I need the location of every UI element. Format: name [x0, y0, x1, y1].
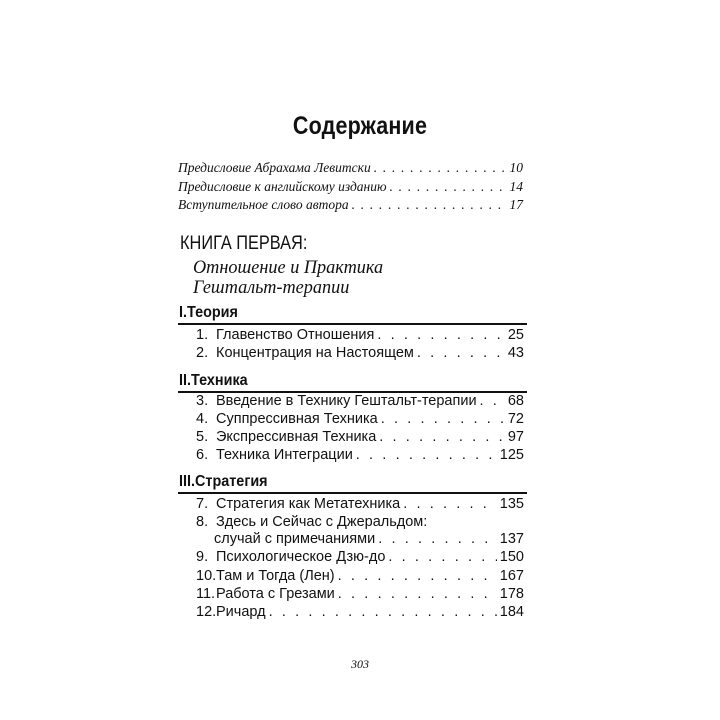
toc-entry-title: Предисловие Абрахама Левитски — [178, 160, 371, 175]
toc-entry-title: Стратегия как Метатехника — [216, 496, 401, 512]
book-subtitle-line-1: Отношение и Практика — [193, 257, 384, 278]
toc-entry-number: 3. — [196, 393, 209, 409]
page-number: 303 — [351, 657, 369, 671]
toc-entry-page: 97 — [507, 429, 524, 445]
toc-entry-title: Экспрессивная Техника — [216, 429, 377, 445]
toc-entry-number: 4. — [196, 411, 209, 427]
toc-entry-page: 178 — [499, 586, 524, 602]
toc-entry-number: 11. — [196, 586, 216, 602]
toc-entry-11 — [196, 586, 524, 602]
section-heading-theory: I.Теория — [179, 304, 238, 321]
section-heading-strategy: III.Стратегия — [179, 473, 268, 490]
toc-entry-title: Концентрация на Настоящем — [216, 345, 414, 361]
toc-entry-2 — [196, 345, 524, 361]
dot-leader — [417, 345, 505, 361]
toc-entry-preface-1 — [178, 160, 523, 176]
toc-entry-page: 150 — [499, 549, 524, 565]
toc-entry-number: 10. — [196, 568, 217, 584]
toc-entry-title: Работа с Грезами — [216, 586, 335, 602]
toc-entry-title: случай с примечаниями — [214, 531, 376, 547]
toc-entry-12 — [196, 604, 524, 620]
toc-entry-title: Ричард — [216, 604, 266, 620]
toc-entry-number: 12. — [196, 604, 217, 620]
toc-entry-page: 135 — [499, 496, 524, 512]
dot-leader — [352, 197, 507, 213]
dot-leader — [374, 160, 507, 176]
toc-entry-page: 17 — [509, 197, 523, 212]
dot-leader — [377, 327, 505, 343]
toc-entry-title: Психологическое Дзю-до — [216, 549, 386, 565]
toc-entry-9 — [196, 549, 524, 565]
book-label: КНИГА ПЕРВАЯ: — [180, 233, 308, 254]
section-rule — [178, 492, 527, 494]
toc-entry-page: 72 — [507, 411, 524, 427]
toc-entry-1 — [196, 327, 524, 343]
toc-entry-number: 6. — [196, 447, 209, 463]
toc-entry-title: Техника Интеграции — [216, 447, 353, 463]
toc-entry-page: 68 — [507, 393, 524, 409]
section-heading-technique: II.Техника — [179, 372, 248, 389]
dot-leader — [403, 496, 497, 512]
dot-leader — [269, 604, 497, 620]
toc-entry-title: Суппрессивная Техника — [216, 411, 378, 427]
dot-leader — [388, 549, 496, 565]
toc-entry-number: 9. — [196, 549, 209, 565]
toc-entry-page: 43 — [507, 345, 524, 361]
toc-entry-page: 14 — [509, 179, 523, 194]
toc-entry-page: 184 — [499, 604, 524, 620]
toc-entry-title: Введение в Технику Гештальт-терапии — [216, 393, 477, 409]
toc-entry-preface-2 — [178, 179, 523, 195]
toc-entry-page: 25 — [507, 327, 524, 343]
toc-entry-4 — [196, 411, 524, 427]
toc-entry-title: Здесь и Сейчас с Джеральдом: — [216, 514, 428, 530]
toc-entry-page: 137 — [499, 531, 524, 547]
dot-leader — [390, 179, 507, 195]
toc-entry-number: 5. — [196, 429, 209, 445]
toc-entry-page: 167 — [499, 568, 524, 584]
toc-entry-title: Главенство Отношения — [216, 327, 375, 343]
book-subtitle-line-2: Гештальт-терапии — [193, 277, 350, 298]
dot-leader — [338, 586, 497, 602]
toc-entry-10 — [196, 568, 524, 584]
toc-entry-number: 2. — [196, 345, 209, 361]
toc-entry-number: 7. — [196, 496, 209, 512]
dot-leader — [338, 568, 497, 584]
section-rule — [178, 323, 527, 325]
toc-entry-7 — [196, 496, 524, 512]
dot-leader — [356, 447, 497, 463]
toc-entry-6 — [196, 447, 524, 463]
toc-entry-5 — [196, 429, 524, 445]
toc-entry-number: 1. — [196, 327, 209, 343]
dot-leader — [381, 411, 505, 427]
dot-leader — [378, 531, 497, 547]
toc-entry-8-continuation — [214, 531, 524, 547]
toc-entry-title: Предисловие к английскому изданию — [178, 179, 387, 194]
toc-entry-3 — [196, 393, 524, 409]
toc-entry-preface-3 — [178, 197, 523, 213]
page-title: Содержание — [292, 112, 428, 140]
toc-entry-8 — [196, 514, 524, 530]
toc-entry-number: 8. — [196, 514, 209, 530]
dot-leader — [480, 393, 505, 409]
toc-entry-title: Там и Тогда (Лен) — [216, 568, 335, 584]
toc-entry-title: Вступительное слово автора — [178, 197, 349, 212]
toc-entry-page: 10 — [509, 160, 523, 175]
dot-leader — [379, 429, 505, 445]
toc-entry-page: 125 — [499, 447, 524, 463]
